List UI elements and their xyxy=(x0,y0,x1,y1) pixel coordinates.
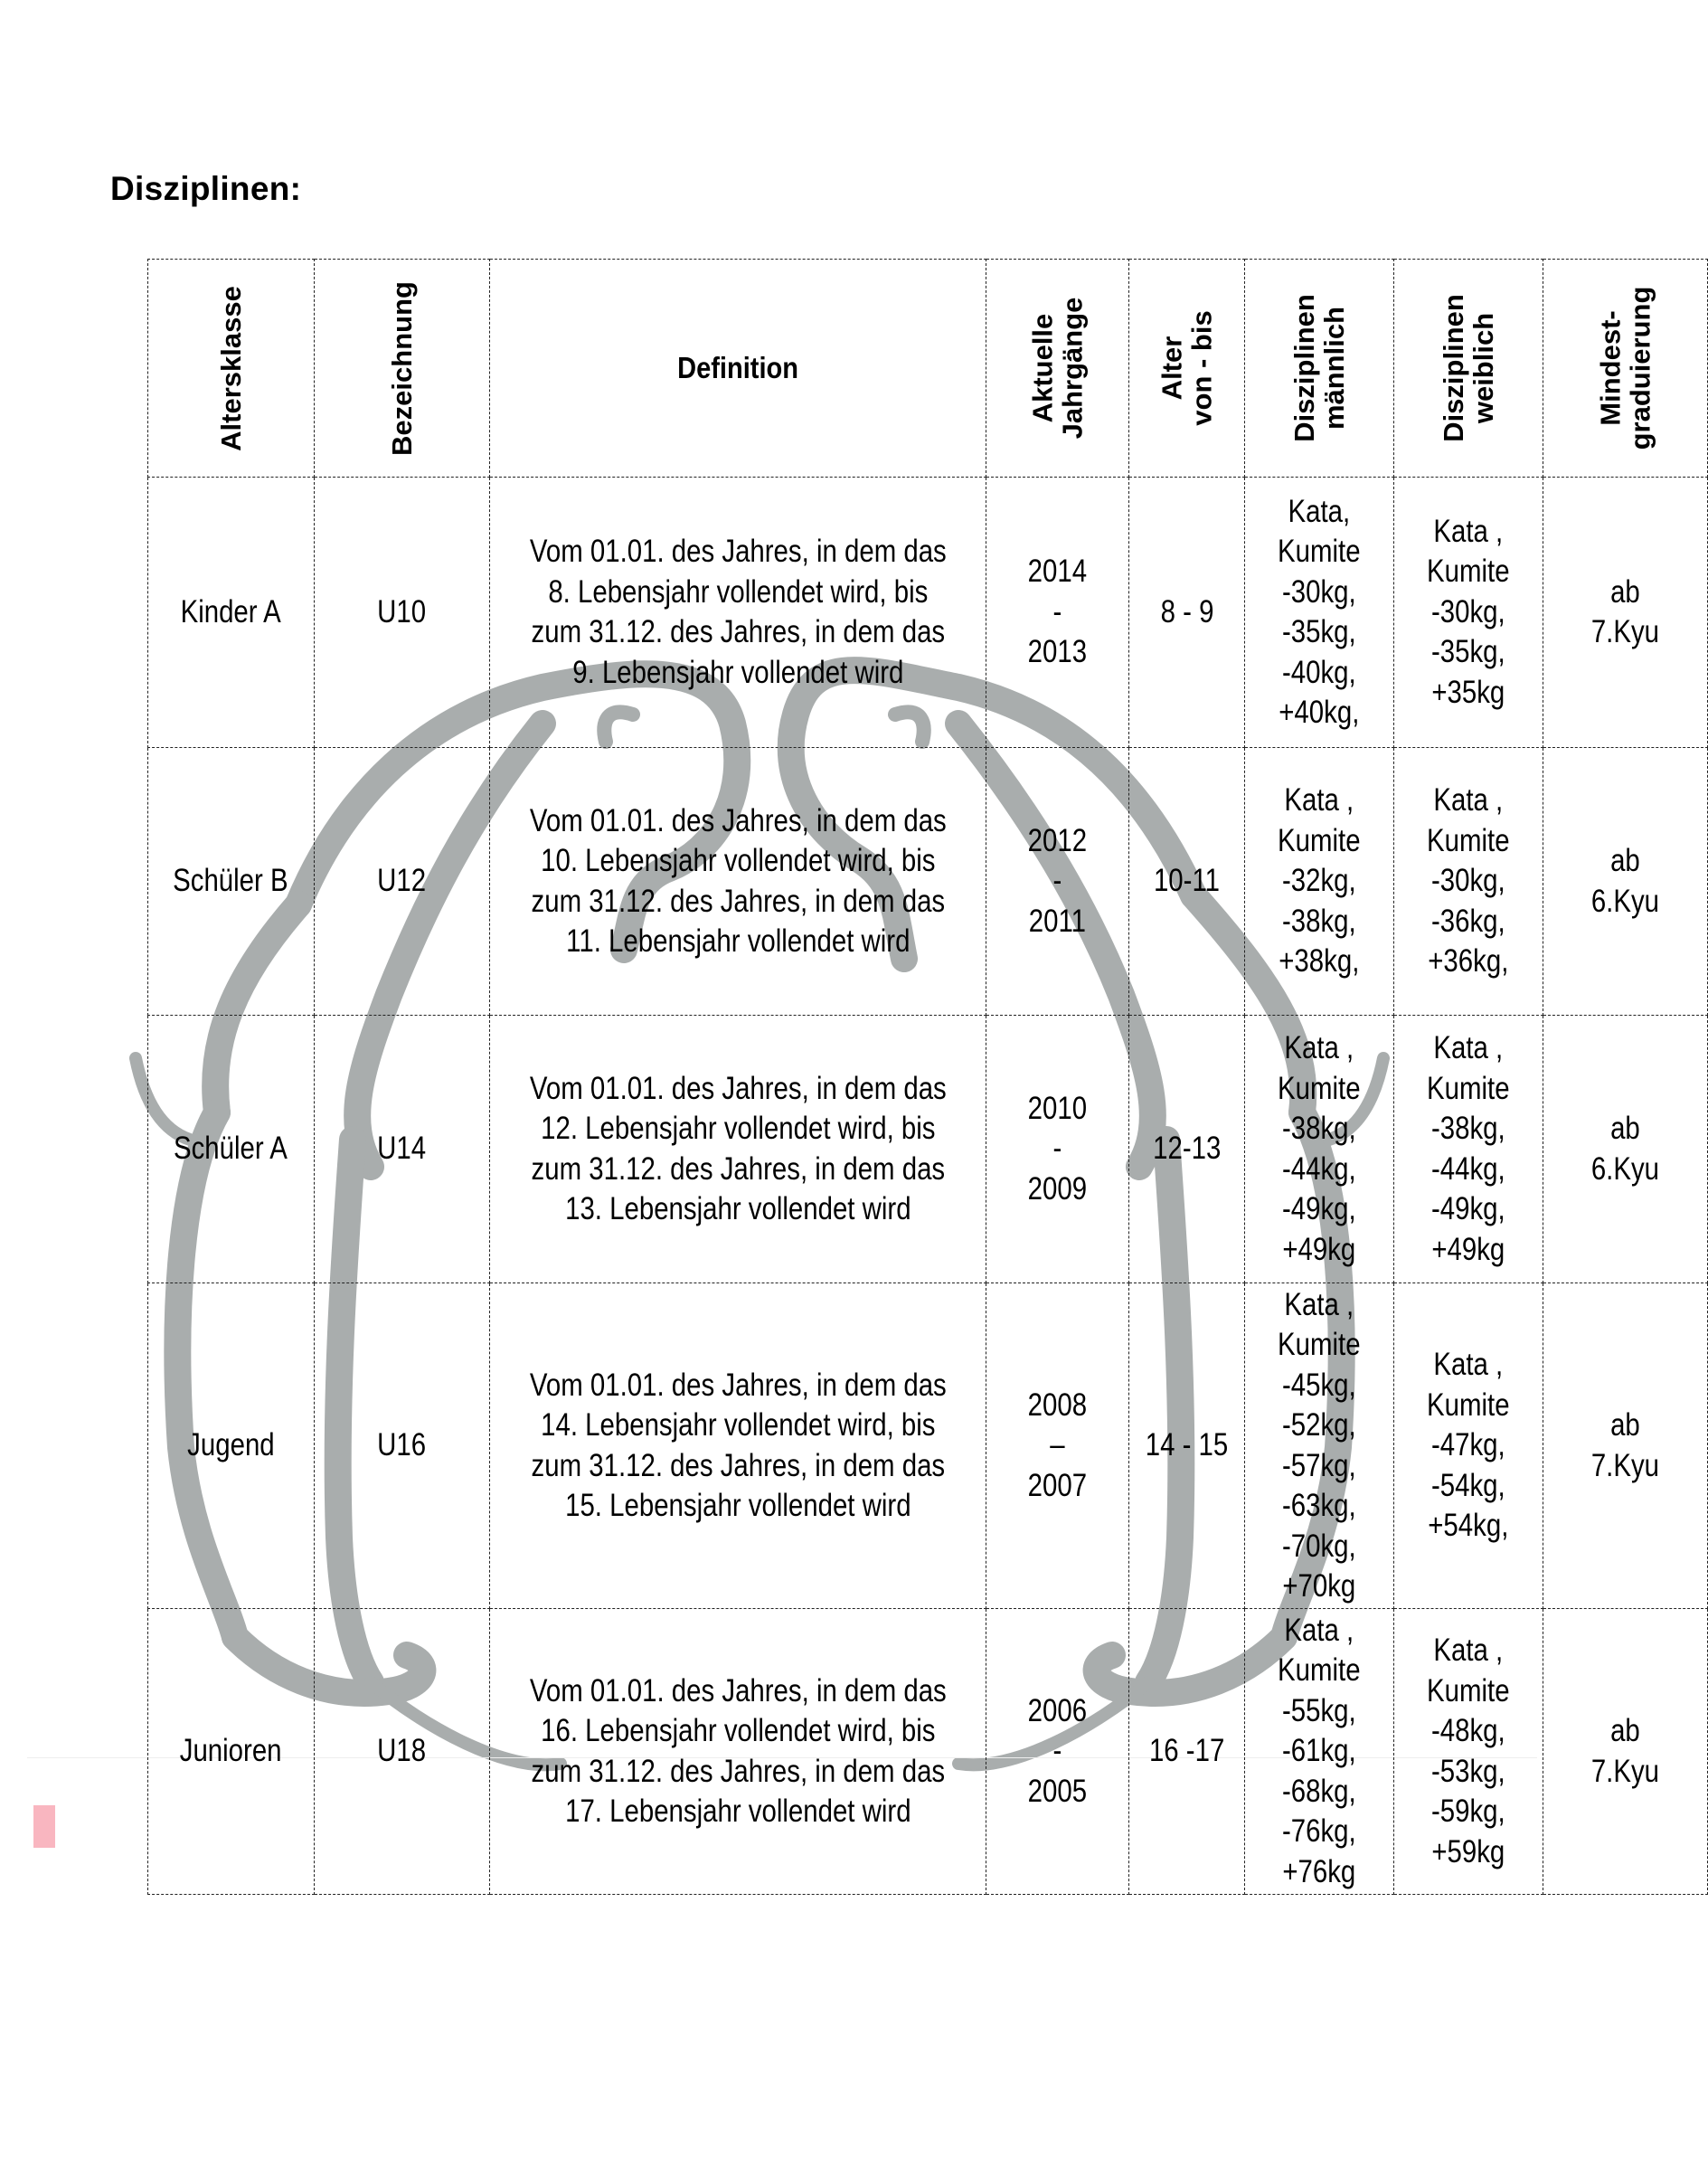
weiblich-line: -36kg, xyxy=(1431,903,1505,939)
header-bezeichnung: Bezeichnung xyxy=(314,260,489,478)
cell-altersklasse: Junioren xyxy=(148,1609,315,1895)
jahrgaenge-line: 2006 xyxy=(1027,1692,1088,1728)
cell-definition xyxy=(489,1609,986,1895)
jahrgaenge-line: 2007 xyxy=(1027,1467,1088,1503)
cell-jahrgaenge xyxy=(986,748,1129,1016)
definition-line: 15. Lebensjahr vollendet wird xyxy=(564,1488,911,1523)
table-row xyxy=(148,478,1708,748)
graduierung-line: ab xyxy=(1609,1713,1640,1748)
maennlich-line: -32kg, xyxy=(1282,863,1357,899)
weiblich-line: +36kg, xyxy=(1428,943,1509,980)
cell-alter: 14 - 15 xyxy=(1129,1283,1245,1609)
cell-mindestgraduierung xyxy=(1543,1283,1707,1609)
jahrgaenge-line: 2005 xyxy=(1027,1773,1088,1809)
cell-bezeichnung: U16 xyxy=(314,1283,489,1609)
jahrgaenge-line: 2014 xyxy=(1027,554,1088,590)
weiblich-line: Kumite xyxy=(1427,822,1510,858)
weiblich-line: -49kg, xyxy=(1431,1191,1505,1226)
cell-jahrgaenge xyxy=(986,478,1129,748)
jahrgaenge-line: 2013 xyxy=(1027,634,1088,670)
cell-bezeichnung: U10 xyxy=(314,478,489,748)
weiblich-line: +59kg xyxy=(1431,1833,1505,1869)
cell-alter: 12-13 xyxy=(1129,1016,1245,1283)
definition-line: Vom 01.01. des Jahres, in dem das xyxy=(529,802,947,838)
maennlich-line: +38kg, xyxy=(1279,943,1360,980)
definition-line: zum 31.12. des Jahres, in dem das xyxy=(531,614,945,649)
weiblich-line: Kata , xyxy=(1433,513,1504,549)
graduierung-line: ab xyxy=(1609,1407,1640,1443)
jahrgaenge-line: – xyxy=(1050,1427,1065,1463)
cell-mindestgraduierung xyxy=(1543,478,1707,748)
weiblich-line: Kumite xyxy=(1427,1672,1510,1708)
definition-line: 8. Lebensjahr vollendet wird, bis xyxy=(547,573,928,610)
definition-line: zum 31.12. des Jahres, in dem das xyxy=(531,1447,945,1483)
cell-jahrgaenge xyxy=(986,1016,1129,1283)
maennlich-line: -38kg, xyxy=(1282,1111,1357,1146)
cell-disziplinen-weiblich xyxy=(1394,748,1543,1016)
table-row xyxy=(148,1016,1708,1283)
weiblich-line: Kata , xyxy=(1433,1633,1504,1668)
cell-bezeichnung: U14 xyxy=(314,1016,489,1283)
header-row xyxy=(148,260,1708,478)
maennlich-line: -70kg, xyxy=(1282,1528,1357,1564)
definition-line: zum 31.12. des Jahres, in dem das xyxy=(531,1150,945,1187)
table-row xyxy=(148,1283,1708,1609)
maennlich-line: -63kg, xyxy=(1282,1488,1357,1523)
weiblich-line: -53kg, xyxy=(1431,1753,1505,1789)
cell-definition xyxy=(489,478,986,748)
jahrgaenge-line: 2012 xyxy=(1027,822,1088,858)
maennlich-line: +76kg xyxy=(1282,1853,1356,1889)
weiblich-line: -44kg, xyxy=(1431,1150,1505,1187)
header-definition: Definition xyxy=(489,260,986,478)
weiblich-line: -54kg, xyxy=(1431,1467,1505,1503)
definition-line: Vom 01.01. des Jahres, in dem das xyxy=(529,1367,947,1403)
cell-mindestgraduierung xyxy=(1543,748,1707,1016)
weiblich-line: -48kg, xyxy=(1431,1713,1505,1748)
weiblich-line: -30kg, xyxy=(1431,863,1505,899)
jahrgaenge-line: - xyxy=(1052,863,1062,899)
cell-jahrgaenge xyxy=(986,1283,1129,1609)
table-row xyxy=(148,1609,1708,1895)
definition-line: 9. Lebensjahr vollendet wird xyxy=(571,654,903,690)
weiblich-line: +54kg, xyxy=(1428,1508,1509,1544)
cell-disziplinen-maennlich xyxy=(1245,1283,1394,1609)
maennlich-line: -76kg, xyxy=(1282,1813,1357,1850)
graduierung-line: ab xyxy=(1609,843,1640,878)
weiblich-line: Kumite xyxy=(1427,554,1510,590)
cell-disziplinen-weiblich xyxy=(1394,1016,1543,1283)
maennlich-line: -38kg, xyxy=(1282,903,1357,939)
maennlich-line: -55kg, xyxy=(1282,1692,1357,1728)
definition-line: 16. Lebensjahr vollendet wird, bis xyxy=(540,1713,936,1748)
maennlich-line: -49kg, xyxy=(1282,1191,1357,1226)
maennlich-line: Kata , xyxy=(1284,1030,1354,1065)
cell-mindestgraduierung xyxy=(1543,1609,1707,1895)
jahrgaenge-line: 2008 xyxy=(1027,1387,1088,1423)
jahrgaenge-line: 2011 xyxy=(1029,903,1087,939)
definition-line: 10. Lebensjahr vollendet wird, bis xyxy=(540,843,936,878)
page-title: Disziplinen: xyxy=(110,170,302,207)
cell-definition xyxy=(489,748,986,1016)
jahrgaenge-line: 2009 xyxy=(1027,1170,1088,1207)
cell-disziplinen-weiblich xyxy=(1394,1283,1543,1609)
pink-margin-mark xyxy=(33,1805,55,1848)
header-disziplinen-maennlich: Disziplinen männlich xyxy=(1245,260,1394,478)
weiblich-line: -47kg, xyxy=(1431,1427,1505,1463)
cell-disziplinen-maennlich xyxy=(1245,748,1394,1016)
graduierung-line: ab xyxy=(1609,1111,1640,1146)
cell-altersklasse: Kinder A xyxy=(148,478,315,748)
maennlich-line: Kumite xyxy=(1278,822,1362,858)
maennlich-line: +49kg xyxy=(1282,1231,1356,1267)
header-altersklasse: Altersklasse xyxy=(148,260,315,478)
maennlich-line: Kumite xyxy=(1278,1070,1362,1106)
cell-disziplinen-weiblich xyxy=(1394,478,1543,748)
cell-altersklasse: Jugend xyxy=(148,1283,315,1609)
cell-disziplinen-maennlich xyxy=(1245,478,1394,748)
maennlich-line: -68kg, xyxy=(1282,1773,1357,1809)
cell-jahrgaenge xyxy=(986,1609,1129,1895)
jahrgaenge-line: 2010 xyxy=(1027,1090,1088,1126)
maennlich-line: Kumite xyxy=(1278,534,1362,569)
maennlich-line: -57kg, xyxy=(1282,1447,1357,1483)
cell-definition xyxy=(489,1283,986,1609)
maennlich-line: Kumite xyxy=(1278,1652,1362,1689)
cell-altersklasse: Schüler A xyxy=(148,1016,315,1283)
definition-line: 13. Lebensjahr vollendet wird xyxy=(564,1191,911,1226)
disciplines-table xyxy=(147,259,1708,1895)
cell-altersklasse: Schüler B xyxy=(148,748,315,1016)
weiblich-line: Kata , xyxy=(1433,782,1504,819)
definition-line: Vom 01.01. des Jahres, in dem das xyxy=(529,1070,947,1106)
weiblich-line: Kumite xyxy=(1427,1387,1510,1423)
cell-bezeichnung: U12 xyxy=(314,748,489,1016)
definition-line: Vom 01.01. des Jahres, in dem das xyxy=(529,1672,947,1708)
maennlich-line: +70kg xyxy=(1282,1568,1356,1604)
header-mindestgraduierung: Mindest- graduierung xyxy=(1543,260,1707,478)
cell-mindestgraduierung xyxy=(1543,1016,1707,1283)
maennlich-line: Kata, xyxy=(1288,493,1351,529)
maennlich-line: -61kg, xyxy=(1282,1733,1357,1769)
cell-alter: 16 -17 xyxy=(1129,1609,1245,1895)
cell-disziplinen-maennlich xyxy=(1245,1609,1394,1895)
maennlich-line: -45kg, xyxy=(1282,1367,1357,1403)
table-row xyxy=(148,748,1708,1016)
maennlich-line: -30kg, xyxy=(1282,573,1357,610)
graduierung-line: 6.Kyu xyxy=(1590,1150,1659,1187)
graduierung-line: 7.Kyu xyxy=(1590,1753,1659,1789)
cell-disziplinen-weiblich xyxy=(1394,1609,1543,1895)
graduierung-line: ab xyxy=(1609,573,1640,610)
maennlich-line: Kata , xyxy=(1284,1286,1354,1322)
definition-line: 12. Lebensjahr vollendet wird, bis xyxy=(540,1111,936,1146)
maennlich-line: +40kg, xyxy=(1279,695,1360,730)
weiblich-line: +35kg xyxy=(1431,674,1505,710)
maennlich-line: -35kg, xyxy=(1282,614,1357,649)
weiblich-line: Kata , xyxy=(1433,1347,1504,1383)
weiblich-line: -35kg, xyxy=(1431,634,1505,670)
graduierung-line: 7.Kyu xyxy=(1590,614,1659,649)
maennlich-line: Kata , xyxy=(1284,1612,1354,1648)
maennlich-line: -52kg, xyxy=(1282,1407,1357,1443)
cell-definition xyxy=(489,1016,986,1283)
graduierung-line: 6.Kyu xyxy=(1590,883,1659,919)
definition-line: 14. Lebensjahr vollendet wird, bis xyxy=(540,1407,936,1443)
cell-bezeichnung: U18 xyxy=(314,1609,489,1895)
cell-disziplinen-maennlich xyxy=(1245,1016,1394,1283)
maennlich-line: -44kg, xyxy=(1282,1150,1357,1187)
definition-line: Vom 01.01. des Jahres, in dem das xyxy=(529,534,947,569)
maennlich-line: -40kg, xyxy=(1282,654,1357,690)
weiblich-line: -30kg, xyxy=(1431,593,1505,629)
weiblich-line: Kumite xyxy=(1427,1070,1510,1106)
jahrgaenge-line: - xyxy=(1052,593,1062,629)
cell-alter: 10-11 xyxy=(1129,748,1245,1016)
weiblich-line: Kata , xyxy=(1433,1030,1504,1065)
maennlich-line: Kata , xyxy=(1284,782,1354,819)
definition-line: zum 31.12. des Jahres, in dem das xyxy=(531,883,945,919)
header-alter: Alter von - bis xyxy=(1129,260,1245,478)
weiblich-line: -59kg, xyxy=(1431,1794,1505,1829)
weiblich-line: +49kg xyxy=(1431,1231,1505,1267)
jahrgaenge-line: - xyxy=(1052,1733,1062,1769)
header-jahrgaenge: Aktuelle Jahrgänge xyxy=(986,260,1129,478)
graduierung-line: 7.Kyu xyxy=(1590,1447,1659,1483)
definition-line: 17. Lebensjahr vollendet wird xyxy=(564,1794,911,1829)
cell-alter: 8 - 9 xyxy=(1129,478,1245,748)
header-disziplinen-weiblich: Disziplinen weiblich xyxy=(1394,260,1543,478)
weiblich-line: -38kg, xyxy=(1431,1111,1505,1146)
maennlich-line: Kumite xyxy=(1278,1327,1362,1362)
definition-line: zum 31.12. des Jahres, in dem das xyxy=(531,1753,945,1789)
definition-line: 11. Lebensjahr vollendet wird xyxy=(565,923,911,959)
jahrgaenge-line: - xyxy=(1052,1131,1062,1167)
